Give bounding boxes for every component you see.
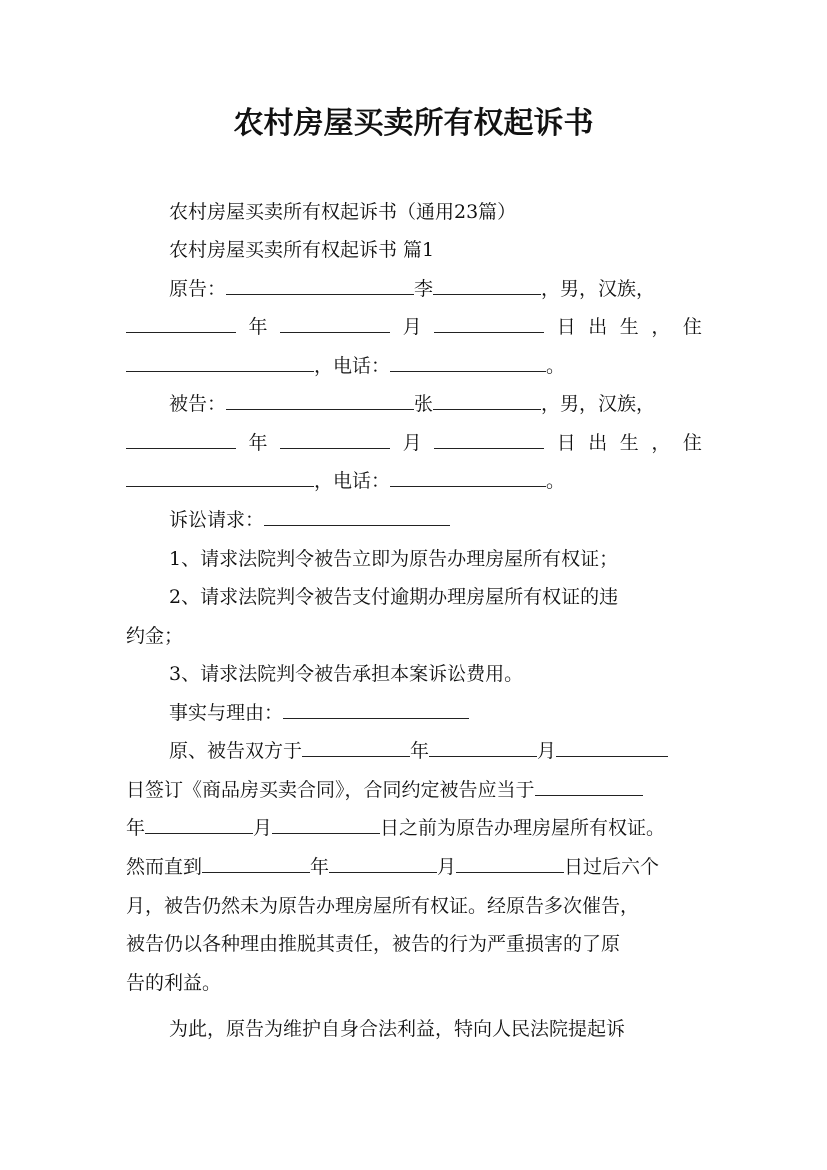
facts-year-label: 年: [310, 856, 330, 878]
facts-line-2: [126, 771, 702, 809]
defendant-born-char: ，: [651, 432, 671, 454]
facts-label: 事实与理由：: [169, 702, 284, 724]
until-day-blank[interactable]: [456, 848, 564, 873]
contract-year-blank[interactable]: [302, 732, 410, 757]
plaintiff-line-3: [126, 347, 702, 385]
defendant-phone-blank[interactable]: [390, 462, 546, 487]
facts-text: 原、被告双方于: [169, 740, 303, 762]
facts-year-label: 年: [126, 817, 146, 839]
plaintiff-born-char: 出: [588, 316, 608, 338]
defendant-month-label: 月: [402, 432, 422, 454]
defendant-birth-year-blank[interactable]: [126, 424, 236, 449]
claim-3: 3、请求法院判令被告承担本案诉讼费用。: [169, 663, 524, 685]
facts-line-3: [126, 809, 702, 847]
plaintiff-line-1: [169, 270, 702, 308]
deadline-day-blank[interactable]: [272, 809, 380, 834]
facts-blank[interactable]: [283, 694, 469, 719]
defendant-blank-1[interactable]: [226, 385, 414, 410]
defendant-blank-2[interactable]: [433, 385, 541, 410]
plaintiff-gender-ethnic: ，男，汉族，: [541, 278, 656, 300]
plaintiff-birth-day-blank[interactable]: [434, 308, 544, 333]
facts-line-8: 为此，原告为维护自身合法利益，特向人民法院提起诉: [169, 1018, 626, 1040]
plaintiff-end: 。: [546, 355, 566, 377]
defendant-line-2: [126, 424, 702, 462]
claims-label: 诉讼请求：: [169, 509, 265, 531]
claims-heading: [169, 501, 702, 539]
plaintiff-line-2: [126, 308, 702, 346]
defendant-surname: 张: [414, 393, 434, 415]
facts-heading: [169, 694, 702, 732]
plaintiff-born-char: 生: [619, 316, 639, 338]
plaintiff-label: 原告：: [169, 278, 227, 300]
defendant-born-char: 出: [588, 432, 608, 454]
facts-month-label: 月: [253, 817, 273, 839]
plaintiff-address-blank[interactable]: [126, 347, 314, 372]
defendant-birth-day-blank[interactable]: [434, 424, 544, 449]
defendant-born-char: 日: [556, 432, 576, 454]
defendant-end: 。: [546, 470, 566, 492]
facts-month-label: 月: [437, 856, 457, 878]
plaintiff-phone-label: ，电话：: [314, 355, 391, 377]
plaintiff-blank-2[interactable]: [433, 270, 541, 295]
plaintiff-surname: 李: [414, 278, 434, 300]
deadline-month-blank[interactable]: [145, 809, 253, 834]
deadline-year-blank[interactable]: [535, 771, 643, 796]
facts-line-1: [169, 732, 702, 770]
subtitle: 农村房屋买卖所有权起诉书（通用23篇）: [169, 201, 517, 223]
facts-text: 然而直到: [126, 856, 203, 878]
until-month-blank[interactable]: [329, 848, 437, 873]
facts-line-6: 被告仍以各种理由推脱其责任，被告的行为严重损害的了原: [126, 933, 621, 955]
facts-line-5: 月，被告仍然未为原告办理房屋所有权证。经原告多次催告，: [126, 895, 640, 917]
plaintiff-year-label: 年: [248, 316, 268, 338]
defendant-born-char: 住: [682, 432, 702, 454]
contract-month-blank[interactable]: [429, 732, 537, 757]
contract-day-blank[interactable]: [556, 732, 668, 757]
defendant-birth-month-blank[interactable]: [280, 424, 390, 449]
plaintiff-birth-month-blank[interactable]: [280, 308, 390, 333]
defendant-label: 被告：: [169, 393, 227, 415]
plaintiff-month-label: 月: [402, 316, 422, 338]
plaintiff-phone-blank[interactable]: [390, 347, 546, 372]
plaintiff-blank-1[interactable]: [226, 270, 414, 295]
facts-month-label: 月: [537, 740, 557, 762]
claim-1: 1、请求法院判令被告立即为原告办理房屋所有权证；: [169, 548, 619, 570]
facts-text: 日签订《商品房买卖合同》，合同约定被告应当于: [126, 779, 535, 801]
plaintiff-born-char: 日: [556, 316, 576, 338]
defendant-year-label: 年: [248, 432, 268, 454]
facts-text: 日之前为原告办理房屋所有权证。: [380, 817, 666, 839]
defendant-address-blank[interactable]: [126, 462, 314, 487]
document-title: 农村房屋买卖所有权起诉书: [233, 106, 594, 141]
facts-line-7: 告的利益。: [126, 972, 222, 994]
until-year-blank[interactable]: [202, 848, 310, 873]
claim-2-continued: 约金；: [126, 625, 184, 647]
defendant-line-1: [169, 385, 702, 423]
defendant-phone-label: ，电话：: [314, 470, 391, 492]
plaintiff-birth-year-blank[interactable]: [126, 308, 236, 333]
section-heading: 农村房屋买卖所有权起诉书 篇1: [169, 239, 435, 261]
defendant-line-3: [126, 462, 702, 500]
claims-blank[interactable]: [264, 501, 450, 526]
claim-2: 2、请求法院判令被告支付逾期办理房屋所有权证的违: [169, 586, 619, 608]
defendant-gender-ethnic: ，男，汉族，: [541, 393, 656, 415]
plaintiff-born-char: 住: [682, 316, 702, 338]
facts-year-label: 年: [410, 740, 430, 762]
facts-text: 日过后六个: [564, 856, 660, 878]
plaintiff-born-char: ，: [651, 316, 671, 338]
facts-line-4: [126, 848, 702, 886]
defendant-born-char: 生: [619, 432, 639, 454]
